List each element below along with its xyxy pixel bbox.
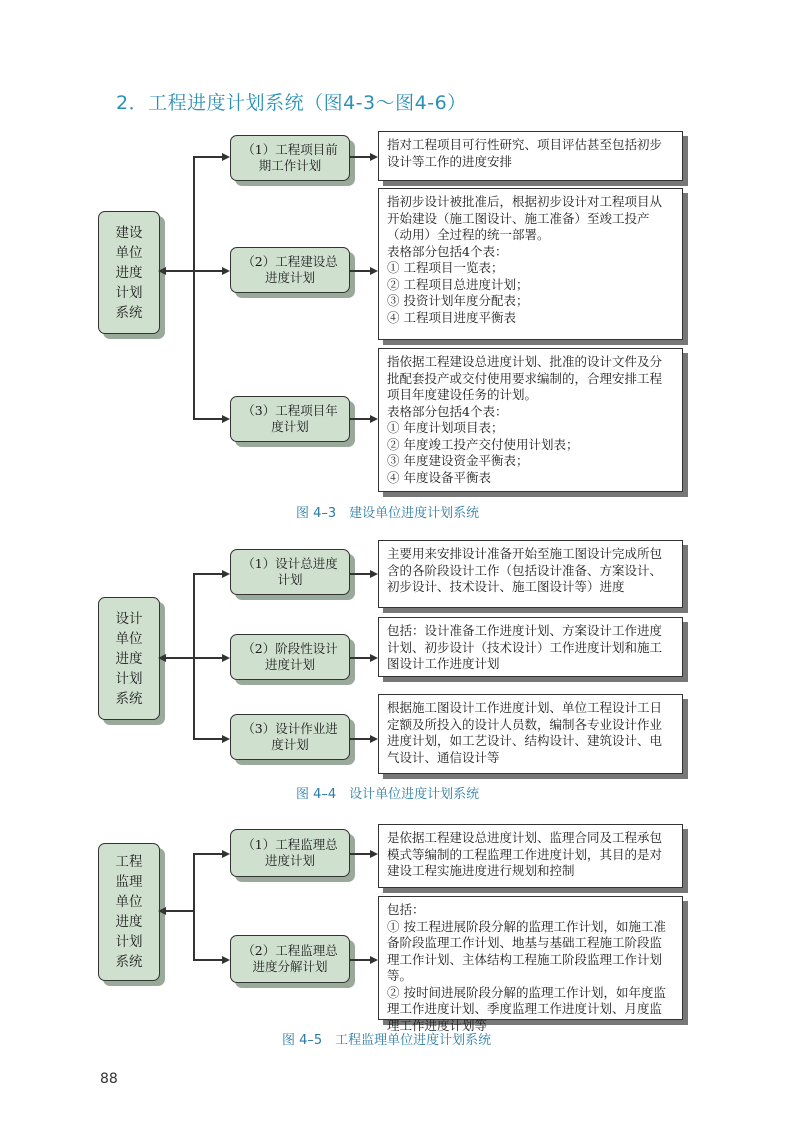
- root-box: 设计 单位 进度 计划 系统: [98, 597, 160, 720]
- item-box: （1）工程监理总进度计划: [230, 829, 350, 877]
- section-heading: 2．工程进度计划系统（图4-3～图4-6）: [116, 92, 467, 114]
- item-box: （3）工程项目年度计划: [230, 396, 350, 442]
- root-box: 建设 单位 进度 计划 系统: [98, 211, 160, 334]
- item-box: （2）工程监理总进度分解计划: [230, 935, 350, 983]
- figure-caption: 图 4–5 工程监理单位进度计划系统: [282, 1033, 492, 1048]
- figure-caption: 图 4–3 建设单位进度计划系统: [296, 506, 480, 521]
- description-box: 根据施工图设计工作进度计划、单位工程设计工日定额及所投入的设计人员数，编制各专业设计作业进度计划，如工艺设计、结构设计、建筑设计、电气设计、通信设计等: [378, 694, 683, 774]
- page-number: 88: [100, 1071, 118, 1087]
- description-box: 是依据工程建设总进度计划、监理合同及工程承包模式等编制的工程监理工作进度计划，其目的是对建设工程实施进度进行规划和控制: [378, 824, 683, 888]
- item-box: （1）工程项目前期工作计划: [230, 135, 350, 181]
- description-box: 主要用来安排设计准备开始至施工图设计完成所包含的各阶段设计工作（包括设计准备、方案设计、初步设计、技术设计、施工图设计等）进度: [378, 540, 683, 608]
- description-box: 包括：设计准备工作进度计划、方案设计工作进度计划、初步设计（技术设计）工作进度计划和施工图设计工作进度计划: [378, 617, 683, 677]
- item-box: （2）工程建设总进度计划: [230, 247, 350, 293]
- description-box: 指依据工程建设总进度计划、批准的设计文件及分批配套投产或交付使用要求编制的，合理安排工程项目年度建设任务的计划。 表格部分包括4个表： ① 年度计划项目表； ② 年度竣工投产交付使用计划表； ③ 年度建设资金平衡表； ④ 年度设备平衡表: [378, 348, 683, 492]
- root-box: 工程 监理 单位 进度 计划 系统: [98, 843, 160, 981]
- item-box: （1）设计总进度计划: [230, 549, 350, 595]
- item-box: （3）设计作业进度计划: [230, 714, 350, 760]
- figure-caption: 图 4–4 设计单位进度计划系统: [296, 787, 480, 802]
- item-box: （2）阶段性设计进度计划: [230, 634, 350, 680]
- description-box: 指对工程项目可行性研究、项目评估甚至包括初步设计等工作的进度安排: [378, 131, 683, 181]
- description-box: 指初步设计被批准后，根据初步设计对工程项目从开始建设（施工图设计、施工准备）至竣工投产（动用）全过程的统一部署。 表格部分包括4个表： ① 工程项目一览表； ② 工程项目总进度计划； ③ 投资计划年度分配表； ④ 工程项目进度平衡表: [378, 188, 683, 340]
- description-box: 包括： ① 按工程进展阶段分解的监理工作计划，如施工准备阶段监理工作计划、地基与基础工程施工阶段监理工作计划、主体结构工程施工阶段监理工作计划等。 ② 按时间进展阶段分解的监理工作计划，如年度监理工作进度计划、季度监理工作进度计划、月度监理工作进度计划等: [378, 896, 683, 1020]
